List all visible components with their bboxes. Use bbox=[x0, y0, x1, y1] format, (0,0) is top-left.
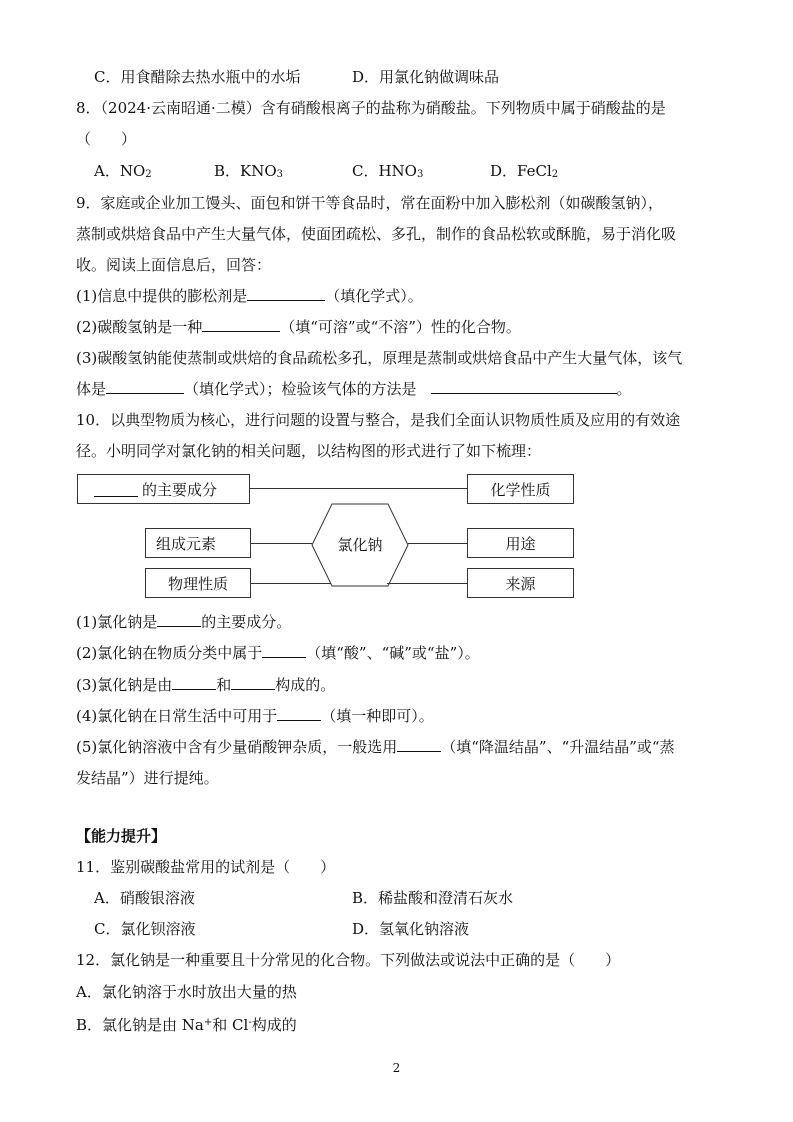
answer-blank[interactable] bbox=[231, 675, 275, 690]
connector-line-top bbox=[250, 488, 467, 489]
q9-stem-line2: 蒸制或烘焙食品中产生大量气体，使面团疏松、多孔，制作的食品松软或酥脆，易于消化吸 bbox=[76, 225, 677, 243]
q8-stem: 8．（2024·云南昭通·二模）含有硝酸根离子的盐称为硝酸盐。下列物质中属于硝酸盐的是 bbox=[76, 99, 666, 117]
answer-blank[interactable] bbox=[431, 379, 617, 394]
diagram-box-physical-properties: 物理性质 bbox=[145, 568, 251, 598]
answer-blank[interactable] bbox=[157, 612, 201, 627]
q8-option-a: A．NO2 bbox=[94, 162, 152, 180]
connector-line-mid-right bbox=[408, 543, 467, 544]
connector-line-bottom-right bbox=[387, 583, 467, 584]
q9-stem-line3: 收。阅读上面信息后，回答： bbox=[76, 256, 272, 274]
answer-blank[interactable] bbox=[172, 675, 216, 690]
diagram-box-top-left: 的主要成分 bbox=[77, 474, 250, 504]
q12-option-b: B．氯化钠是由 Na+和 Cl-构成的 bbox=[76, 1016, 297, 1034]
q11-stem: 11．鉴别碳酸盐常用的试剂是（ ） bbox=[76, 858, 336, 876]
q7-option-c: C．用食醋除去热水瓶中的水垢 bbox=[94, 68, 301, 86]
answer-blank[interactable] bbox=[106, 379, 184, 394]
answer-blank[interactable] bbox=[94, 482, 138, 497]
answer-blank[interactable] bbox=[247, 286, 325, 301]
q10-sub5-line2: 发结晶”）进行提纯。 bbox=[76, 769, 219, 787]
q10-stem-line1: 10．以典型物质为核心，进行问题的设置与整合，是我们全面认识物质性质及应用的有效途 bbox=[76, 411, 681, 429]
answer-blank[interactable] bbox=[277, 706, 321, 721]
diagram-box-uses: 用途 bbox=[467, 528, 574, 558]
q8-option-c: C．HNO3 bbox=[352, 162, 424, 180]
q10-sub2: (2)氯化钠在物质分类中属于 （填“酸”、“碱”或“盐”）。 bbox=[76, 644, 480, 662]
section-heading: 【能力提升】 bbox=[76, 827, 167, 845]
q10-stem-line2: 径。小明同学对氯化钠的相关问题，以结构图的形式进行了如下梳理： bbox=[76, 442, 542, 460]
q10-sub1: (1)氯化钠是 的主要成分。 bbox=[76, 613, 292, 631]
q10-sub4: (4)氯化钠在日常生活中可用于 （填一种即可）。 bbox=[76, 707, 434, 725]
page-number: 2 bbox=[392, 1061, 401, 1075]
diagram-center-label: 氯化钠 bbox=[337, 536, 383, 554]
connector-line-mid-left bbox=[251, 543, 312, 544]
diagram-box-chemical-properties: 化学性质 bbox=[467, 474, 574, 504]
q11-option-a: A．硝酸银溶液 bbox=[94, 889, 195, 907]
q12-option-a: A．氯化钠溶于水时放出大量的热 bbox=[76, 983, 297, 1001]
q11-option-d: D．氢氧化钠溶液 bbox=[352, 920, 470, 938]
connector-line-bottom-left bbox=[251, 583, 331, 584]
q11-option-b: B．稀盐酸和澄清石灰水 bbox=[352, 889, 514, 907]
q11-option-c: C．氯化钡溶液 bbox=[94, 920, 196, 938]
answer-blank[interactable] bbox=[397, 737, 441, 752]
q9-sub3-line1: (3)碳酸氢钠能使蒸制或烘焙的食品疏松多孔，原理是蒸制或烘焙食品中产生大量气体，该气 bbox=[76, 349, 683, 367]
answer-blank[interactable] bbox=[202, 317, 280, 332]
q7-option-d: D．用氯化钠做调味品 bbox=[352, 68, 500, 86]
q9-sub1: (1)信息中提供的膨松剂是 （填化学式）。 bbox=[76, 287, 423, 305]
q8-paren: （ ） bbox=[76, 130, 137, 148]
q9-stem-line1: 9．家庭或企业加工馒头、面包和饼干等食品时，常在面粉中加入膨松剂（如碳酸氢钠）， bbox=[76, 194, 664, 212]
q10-sub5-line1: (5)氯化钠溶液中含有少量硝酸钾杂质，一般选用 （填“降温结晶”、“升温结晶”或“蒸 bbox=[76, 738, 675, 756]
q8-option-d: D．FeCl2 bbox=[490, 162, 559, 180]
answer-blank[interactable] bbox=[262, 643, 306, 658]
q9-sub3-line2: 体是 （填化学式）；检验该气体的方法是 。 bbox=[76, 380, 632, 398]
q10-sub3: (3)氯化钠是由 和 构成的。 bbox=[76, 676, 336, 694]
q9-sub2: (2)碳酸氢钠是一种 （填“可溶”或“不溶”）性的化合物。 bbox=[76, 318, 521, 336]
q8-option-b: B．KNO3 bbox=[214, 162, 284, 180]
diagram-box-elements: 组成元素 bbox=[145, 528, 251, 558]
q12-stem: 12．氯化钠是一种重要且十分常见的化合物。下列做法或说法中正确的是（ ） bbox=[76, 951, 621, 969]
diagram-box-source: 来源 bbox=[467, 568, 574, 598]
